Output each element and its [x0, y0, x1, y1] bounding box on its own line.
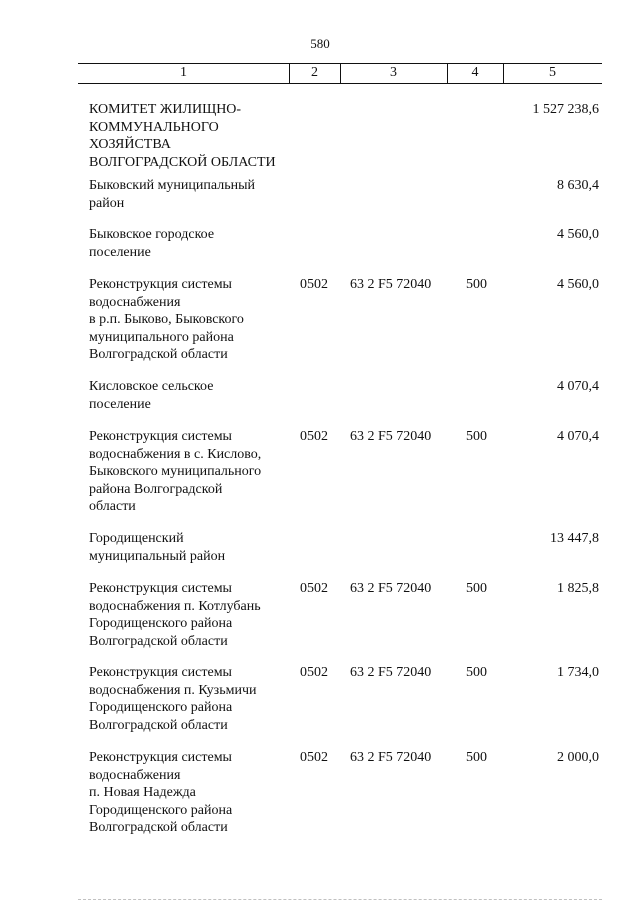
row-target-code: 63 2 F5 72040 [350, 277, 432, 292]
row-name: Кисловское сельское поселение [89, 379, 214, 412]
table-header [78, 63, 602, 85]
row-name: КОМИТЕТ ЖИЛИЩНО- КОММУНАЛЬНОГО ХОЗЯЙСТВА ВОЛГОГРАДСКОЙ ОБЛАСТИ [89, 102, 276, 170]
row-name: Быковское городское поселение [89, 227, 215, 260]
row-amount: 8 630,4 [557, 178, 599, 193]
row-amount: 4 560,0 [557, 277, 599, 292]
row-expense-type: 500 [466, 429, 487, 444]
row-name: Реконструкция системы водоснабжения п. Новая Надежда Городищенского района Волгоградской области [89, 750, 233, 835]
row-amount: 1 527 238,6 [532, 102, 599, 117]
row-section-code: 0502 [300, 277, 328, 292]
row-target-code: 63 2 F5 72040 [350, 750, 432, 765]
row-expense-type: 500 [466, 750, 487, 765]
column-header-5: 5 [549, 65, 556, 80]
row-amount: 4 560,0 [557, 227, 599, 242]
column-header-3: 3 [390, 65, 397, 80]
page-number: 580 [310, 36, 330, 51]
row-name: Городищенский муниципальный район [89, 531, 226, 564]
row-section-code: 0502 [300, 750, 328, 765]
column-header-4: 4 [471, 65, 479, 80]
row-amount: 1 734,0 [557, 665, 599, 680]
row-name: Реконструкция системы водоснабжения в р.п. Быково, Быковского муниципального района Волгоградской области [89, 277, 244, 362]
row-expense-type: 500 [466, 665, 487, 680]
column-header-1: 1 [180, 65, 187, 80]
row-name: Реконструкция системы водоснабжения п. Котлубань Городищенского района Волгоградской области [89, 581, 261, 649]
row-section-code: 0502 [300, 581, 328, 596]
column-header-2: 2 [311, 65, 318, 80]
row-name: Реконструкция системы водоснабжения п. Кузьмичи Городищенского района Волгоградской области [89, 665, 257, 733]
row-target-code: 63 2 F5 72040 [350, 429, 432, 444]
row-expense-type: 500 [466, 277, 487, 292]
page-bottom-rule [78, 899, 602, 900]
row-amount: 1 825,8 [557, 581, 599, 596]
row-amount: 4 070,4 [557, 429, 599, 444]
row-section-code: 0502 [300, 665, 328, 680]
row-name: Реконструкция системы водоснабжения в с. Кислово, Быковского муниципального района Волгоградской области [89, 429, 262, 514]
header-bottom-rule [78, 83, 602, 84]
row-target-code: 63 2 F5 72040 [350, 665, 432, 680]
row-target-code: 63 2 F5 72040 [350, 581, 432, 596]
row-expense-type: 500 [466, 581, 487, 596]
row-amount: 13 447,8 [550, 531, 599, 546]
row-amount: 2 000,0 [557, 750, 599, 765]
row-section-code: 0502 [300, 429, 328, 444]
row-name: Быковский муниципальный район [89, 178, 255, 211]
row-amount: 4 070,4 [557, 379, 599, 394]
